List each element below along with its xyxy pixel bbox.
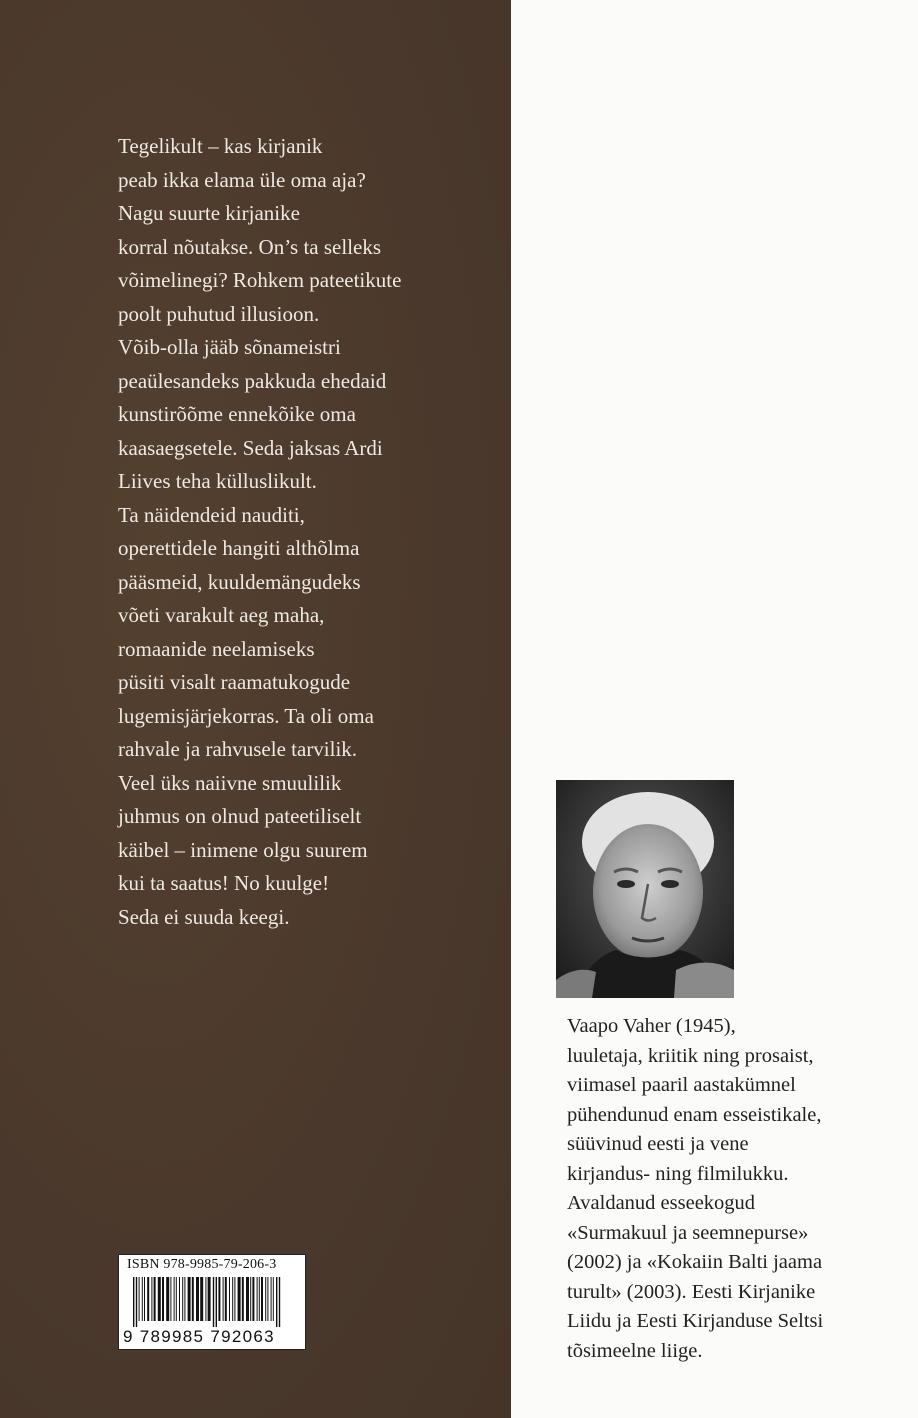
barcode-bar [252, 1277, 254, 1321]
barcode-bar [133, 1277, 134, 1327]
blurb-line: poolt puhutud illusioon. [118, 301, 320, 326]
isbn-label: ISBN 978-9985-79-206-3 [127, 1257, 277, 1272]
blurb-line: Tegelikult – kas kirjanik [118, 134, 323, 158]
blurb-line: korral nõutakse. On’s ta selleks [118, 234, 382, 259]
barcode-bar [166, 1277, 169, 1321]
blurb-line: kui ta saatus! No kuulge! [118, 871, 330, 895]
barcode-bar [273, 1277, 274, 1321]
barcode-bar [216, 1277, 217, 1327]
barcode-bar [147, 1277, 149, 1321]
barcode-bar [213, 1277, 214, 1327]
blurb-line: Nagu suurte kirjanike [118, 201, 300, 225]
barcode-bar [223, 1277, 224, 1321]
barcode-bar [208, 1277, 211, 1321]
bio-line: Liidu ja Eesti Kirjanduse Seltsi [567, 1310, 824, 1332]
blurb-line: romaanide neelamiseks [118, 636, 315, 661]
barcode-bar [261, 1277, 263, 1321]
barcode-bar [232, 1277, 233, 1321]
barcode-bar [259, 1277, 260, 1321]
blurb-line: Veel üks naiivne smuulilik [118, 770, 342, 795]
author-portrait-image [556, 780, 734, 998]
barcode-bar [246, 1277, 249, 1321]
barcode-bars [125, 1277, 301, 1327]
blurb-line: Võib-olla jääb sõnameistri [118, 335, 341, 359]
bio-line: «Surmakuul ja seemnepurse» [567, 1221, 809, 1244]
blurb-line: kaasaegsetele. Seda jaksas Ardi [118, 435, 383, 460]
blurb-line: Seda ei suuda keegi. [118, 904, 290, 929]
blurb-line: lugemisjärjekorras. Ta oli oma [118, 703, 374, 728]
barcode-bar [151, 1277, 152, 1321]
isbn-barcode [118, 1254, 306, 1350]
barcode-bar [192, 1277, 194, 1321]
barcode-bar [184, 1277, 185, 1321]
barcode-bar [234, 1277, 235, 1321]
blurb-line: Liives teha külluslikult. [118, 469, 317, 493]
blurb-text [118, 130, 478, 934]
blurb-line: rahvale ja rahvusele tarvilik. [118, 737, 358, 761]
blurb-line: võimelinegi? Rohkem pateetikute [118, 268, 402, 292]
barcode-bar [279, 1277, 280, 1327]
barcode-bar [267, 1277, 268, 1321]
bio-line: kirjandus- ning filmilukku. [567, 1162, 789, 1185]
blurb-line: peaülesandeks pakkuda ehedaid [118, 368, 387, 393]
barcode-bar [225, 1277, 227, 1321]
barcode-bar [238, 1277, 241, 1321]
barcode-bar [257, 1277, 258, 1321]
barcode-bar [205, 1277, 206, 1321]
barcode-bar [265, 1277, 266, 1321]
barcode-bar [176, 1277, 177, 1321]
blurb-line: operettidele hangiti althõlma [118, 536, 360, 560]
bio-line: Avaldanud esseekogud [567, 1192, 756, 1214]
barcode-bar [250, 1277, 251, 1321]
blurb-line: võeti varakult aeg maha, [118, 603, 325, 627]
bio-line: Vaapo Vaher (1945), [567, 1015, 736, 1037]
bio-line: (2002) ja «Kokaiin Balti jaama [567, 1251, 823, 1273]
barcode-bar [218, 1277, 220, 1321]
barcode-bar [136, 1277, 137, 1327]
barcode-bar [196, 1277, 199, 1321]
barcode-bar [158, 1277, 161, 1321]
author-bio [567, 1012, 897, 1366]
bio-line: turult» (2003). Eesti Kirjanike [567, 1280, 816, 1303]
barcode-bar [276, 1277, 277, 1327]
barcode-bar [162, 1277, 164, 1321]
blurb-line: Ta näidendeid nauditi, [118, 502, 305, 527]
barcode-bar [271, 1277, 272, 1321]
bio-line: pühendunud enam esseistikale, [567, 1103, 822, 1126]
barcode-bar [188, 1277, 191, 1321]
blurb-line: peab ikka elama üle oma aja? [118, 167, 366, 192]
author-photo [556, 780, 734, 998]
blurb-line: pääsmeid, kuuldemängudeks [118, 569, 361, 594]
barcode-bar [242, 1277, 244, 1321]
barcode-bar [200, 1277, 203, 1321]
barcode-bar [170, 1277, 171, 1321]
barcode-bar [144, 1277, 145, 1321]
bio-line: süüvinud eesti ja vene [567, 1133, 749, 1155]
blurb-line: juhmus on olnud pateetiliselt [118, 804, 362, 828]
barcode-bar [174, 1277, 175, 1321]
barcode-digits: 9 789985 792063 [123, 1327, 275, 1346]
bio-line: tõsimeelne liige. [567, 1339, 703, 1362]
blurb-line: kunstirõõme ennekõike oma [118, 402, 356, 426]
barcode-bar [182, 1277, 183, 1321]
barcode-bar [179, 1277, 180, 1321]
barcode-bar [229, 1277, 230, 1321]
barcode-bar [142, 1277, 143, 1321]
bio-line: viimasel paaril aastakümnel [567, 1074, 796, 1096]
bio-line: luuletaja, kriitik ning prosaist, [567, 1044, 814, 1067]
blurb-line: püsiti visalt raamatukogude [118, 670, 351, 694]
barcode-bar [139, 1277, 140, 1321]
blurb-line: käibel – inimene olgu suurem [118, 837, 368, 862]
barcode-bar [154, 1277, 156, 1321]
